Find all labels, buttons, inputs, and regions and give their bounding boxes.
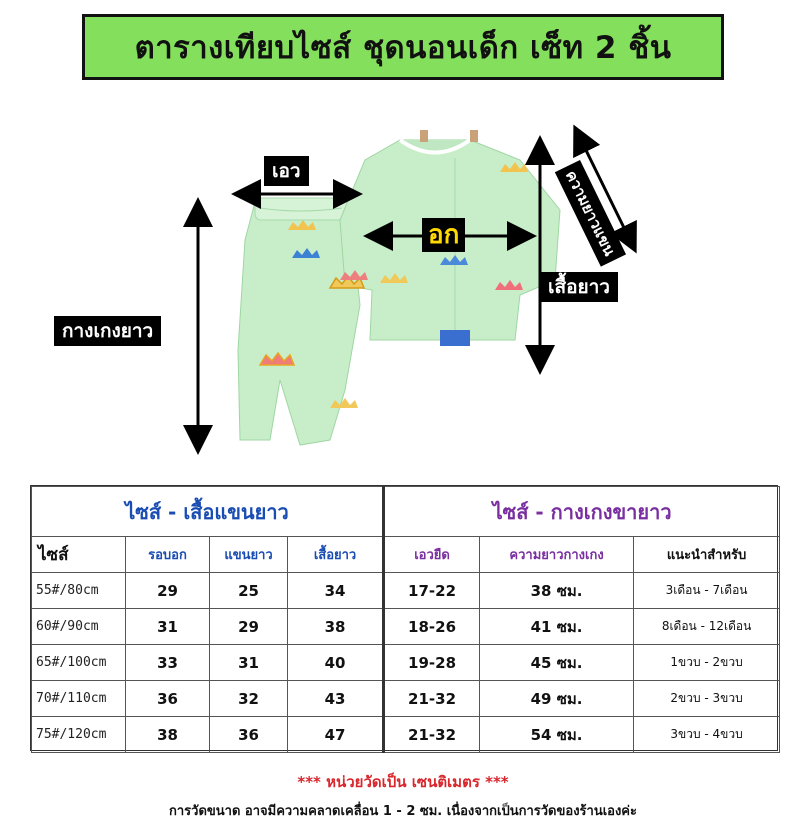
col-pants-length: ความยาวกางเกง: [480, 537, 634, 573]
cell-waist: 17-22: [384, 573, 480, 609]
cell-pants-length: 45 ซม.: [480, 645, 634, 681]
cell-sleeve: 36: [210, 717, 288, 753]
cell-size: 75#/120cm: [32, 717, 126, 753]
cell-shirt-length: 34: [288, 573, 384, 609]
table-row: [32, 645, 780, 681]
unit-note: *** หน่วยวัดเป็น เซนติเมตร ***: [297, 773, 509, 791]
cell-chest: 38: [126, 717, 210, 753]
col-chest: รอบอก: [126, 537, 210, 573]
cell-waist: 21-32: [384, 717, 480, 753]
cell-waist: 19-28: [384, 645, 480, 681]
pants-length-label: กางเกงยาว: [54, 316, 161, 346]
cell-recommended: 3เดือน - 7เดือน: [634, 573, 780, 609]
pajama-drawing: [0, 90, 806, 470]
shirt-length-label: เสื้อยาว: [540, 272, 618, 302]
size-table: [30, 485, 778, 751]
cell-chest: 29: [126, 573, 210, 609]
title-banner: [82, 14, 724, 80]
cell-waist: 18-26: [384, 609, 480, 645]
cell-shirt-length: 38: [288, 609, 384, 645]
cell-shirt-length: 43: [288, 681, 384, 717]
cell-size: 60#/90cm: [32, 609, 126, 645]
sleeve-length-label: ความยาวแขน: [555, 160, 626, 266]
cell-size: 65#/100cm: [32, 645, 126, 681]
group-header-row: [32, 487, 780, 537]
table-row: [32, 573, 780, 609]
cell-sleeve: 32: [210, 681, 288, 717]
cell-sleeve: 31: [210, 645, 288, 681]
garment-illustration: [0, 90, 806, 470]
cell-shirt-length: 40: [288, 645, 384, 681]
cell-chest: 36: [126, 681, 210, 717]
chest-label: อก: [422, 218, 465, 252]
col-sleeve: แขนยาว: [210, 537, 288, 573]
cell-recommended: 8เดือน - 12เดือน: [634, 609, 780, 645]
col-recommended: แนะนำสำหรับ: [634, 537, 780, 573]
table-row: [32, 717, 780, 753]
cell-recommended: 2ขวบ - 3ขวบ: [634, 681, 780, 717]
cell-size: 55#/80cm: [32, 573, 126, 609]
group-pants-title: ไซส์ - กางเกงขายาว: [384, 487, 780, 537]
cell-sleeve: 25: [210, 573, 288, 609]
cell-shirt-length: 47: [288, 717, 384, 753]
table-row: [32, 681, 780, 717]
cell-pants-length: 38 ซม.: [480, 573, 634, 609]
table-row: [32, 609, 780, 645]
cell-chest: 31: [126, 609, 210, 645]
cell-recommended: 1ขวบ - 2ขวบ: [634, 645, 780, 681]
cell-size: 70#/110cm: [32, 681, 126, 717]
waist-label: เอว: [264, 156, 309, 186]
col-size: ไซส์: [32, 537, 126, 573]
column-header-row: [32, 537, 780, 573]
group-shirt-title: ไซส์ - เสื้อแขนยาว: [32, 487, 384, 537]
cell-chest: 33: [126, 645, 210, 681]
page-title: ตารางเทียบไซส์ ชุดนอนเด็ก เซ็ท 2 ชิ้น: [134, 30, 672, 66]
cell-pants-length: 41 ซม.: [480, 609, 634, 645]
cell-recommended: 3ขวบ - 4ขวบ: [634, 717, 780, 753]
cell-pants-length: 49 ซม.: [480, 681, 634, 717]
cell-waist: 21-32: [384, 681, 480, 717]
cell-sleeve: 29: [210, 609, 288, 645]
cell-pants-length: 54 ซม.: [480, 717, 634, 753]
col-shirt-length: เสื้อยาว: [288, 537, 384, 573]
col-waist: เอวยืด: [384, 537, 480, 573]
disclaimer-note: การวัดขนาด อาจมีความคลาดเคลื่อน 1 - 2 ซม. เนื่องจากเป็นการวัดของร้านเองค่ะ: [169, 804, 637, 819]
